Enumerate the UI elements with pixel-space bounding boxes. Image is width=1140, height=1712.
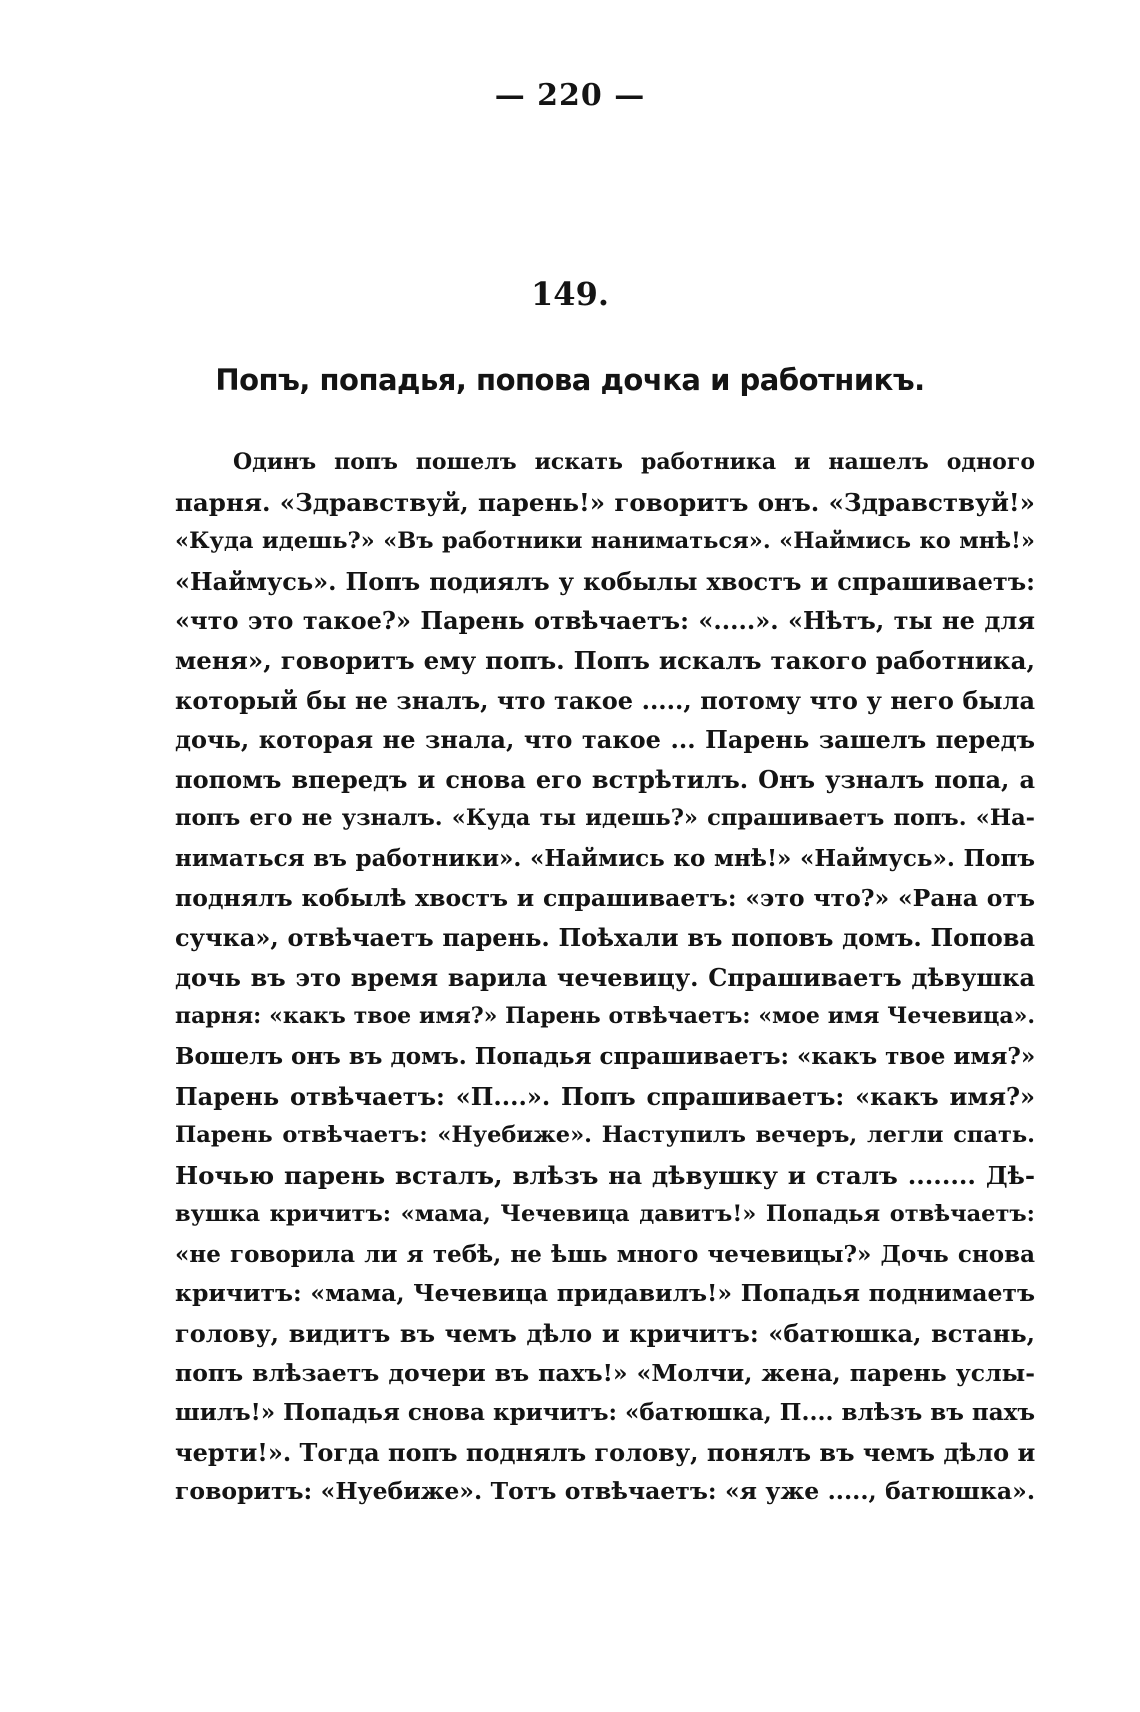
text-line: попъ влѣзаетъ дочери въ пахъ!» «Молчи, жена, парень услы-: [175, 1358, 1035, 1387]
text-line: голову, видитъ въ чемъ дѣло и кричитъ: «батюшка, встань,: [175, 1319, 1035, 1349]
tale-number: 149.: [531, 275, 609, 313]
text-line: кричитъ: «мама, Чечевица придавилъ!» Попадья поднимаетъ: [175, 1279, 1035, 1308]
text-line: «Куда идешь?» «Въ работники наниматься». «Наймись ко мнѣ!»: [175, 528, 1035, 555]
text-line: парня. «Здравствуй, парень!» говоритъ онъ. «Здравствуй!»: [175, 487, 1035, 517]
text-line: Одинъ попъ пошелъ искать работника и нашелъ одного: [233, 449, 1035, 475]
text-line: дочь въ это время варила чечевицу. Спрашиваетъ дѣвушка: [175, 962, 1035, 992]
text-line: попъ его не узналъ. «Куда ты идешь?» спрашиваетъ попъ. «На-: [175, 805, 1035, 832]
text-line: парня: «какъ твое имя?» Парень отвѣчаетъ: «мое имя Чечевица».: [175, 1003, 1035, 1030]
text-line: Парень отвѣчаетъ: «П....». Попъ спрашиваетъ: «какъ имя?»: [175, 1081, 1035, 1111]
text-line: поднялъ кобылѣ хвостъ и спрашиваетъ: «это что?» «Рана отъ: [175, 883, 1035, 912]
page-number: — 220 —: [494, 78, 646, 113]
text-line: дочь, которая не знала, что такое ... Парень зашелъ передъ: [175, 725, 1035, 755]
text-line: шилъ!» Попадья снова кричитъ: «батюшка, П.... влѣзъ въ пахъ: [175, 1399, 1035, 1427]
text-line: «не говорила ли я тебѣ, не ѣшь много чечевицы?» Дочь снова: [175, 1240, 1035, 1268]
tale-body: [175, 443, 1035, 1512]
text-line: Вошелъ онъ въ домъ. Попадья спрашиваетъ: «какъ твое имя?»: [175, 1042, 1036, 1070]
text-line: меня», говоритъ ему попъ. Попъ искалъ такого работника,: [175, 645, 1035, 675]
text-line: сучка», отвѣчаетъ парень. Поѣхали въ поповъ домъ. Попова: [175, 923, 1035, 953]
text-line: «что это такое?» Парень отвѣчаетъ: «.....». «Нѣтъ, ты не для: [175, 606, 1035, 636]
text-line: ниматься въ работники». «Наймись ко мнѣ!» «Наймусь». Попъ: [175, 844, 1035, 872]
text-line: «Наймусь». Попъ подиялъ у кобылы хвостъ и спрашиваетъ:: [175, 566, 1035, 596]
text-line: попомъ впередъ и снова его встрѣтилъ. Онъ узналъ попа, а: [175, 764, 1035, 794]
tale-title: Попъ, попадья, попова дочка и работникъ.: [215, 363, 925, 397]
text-line: Ночью парень всталъ, влѣзъ на дѣвушку и сталъ ........ Дѣ-: [175, 1160, 1035, 1190]
text-line: черти!». Тогда попъ поднялъ голову, понялъ въ чемъ дѣло и: [175, 1437, 1036, 1467]
text-line: который бы не зналъ, что такое ....., потому что у него была: [175, 685, 1035, 715]
text-line: говоритъ: «Нуебиже». Тотъ отвѣчаетъ: «я уже ....., батюшка».: [175, 1477, 1035, 1506]
text-line: Парень отвѣчаетъ: «Нуебиже». Наступилъ вечеръ, легли спать.: [175, 1122, 1035, 1149]
text-line: вушка кричитъ: «мама, Чечевица давитъ!» Попадья отвѣчаетъ:: [175, 1201, 1035, 1228]
